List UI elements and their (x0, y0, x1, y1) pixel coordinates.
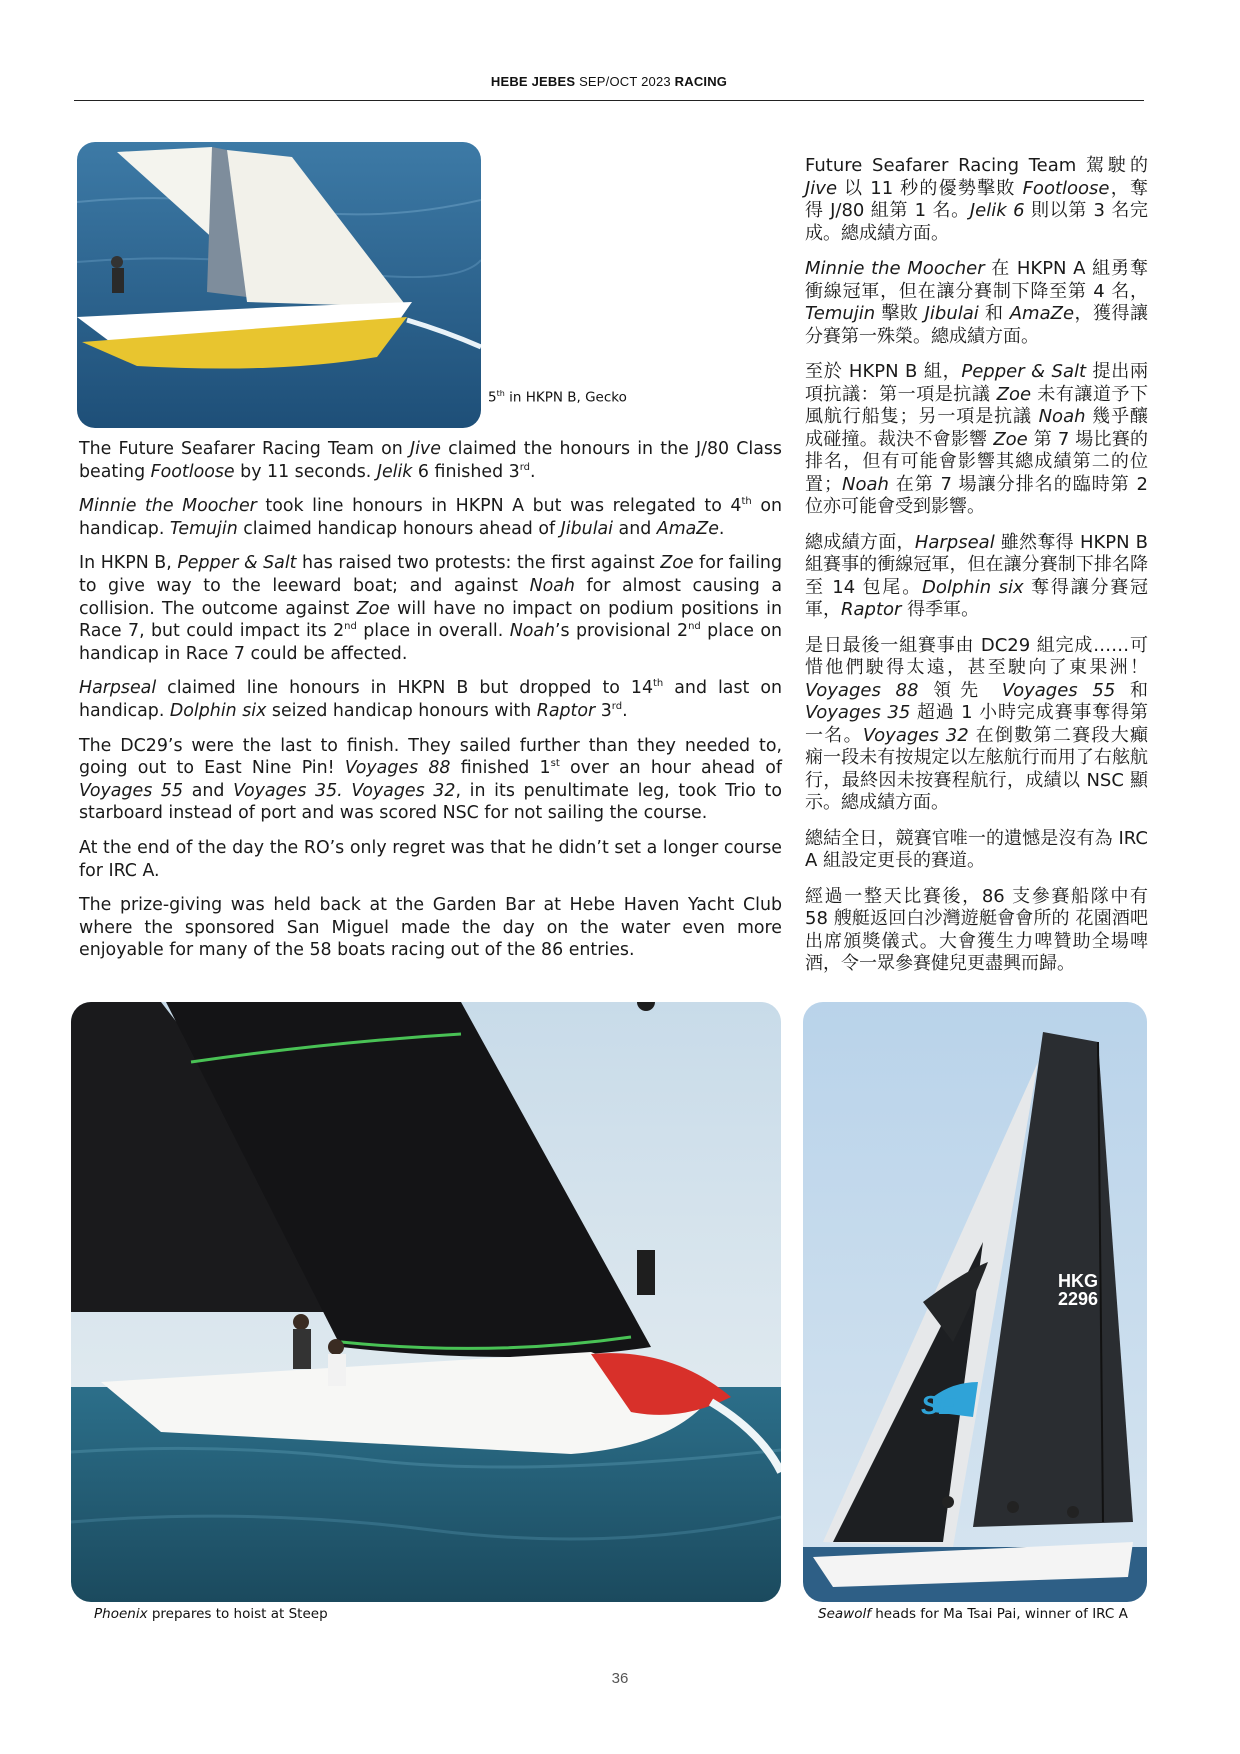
zh-paragraph-7: 經過一整天比賽後，86 支參賽船隊中有 58 艘艇返回白沙灣遊艇會會所的 花園酒吧出席頒獎儀式。大會獲生力啤贊助全場啤酒，令一眾參賽健兒更盡興而歸。 (805, 885, 1148, 974)
section-name: RACING (674, 74, 728, 89)
en-paragraph-6: At the end of the day the RO’s only regret was that he didn’t set a longer course for IRC A. (79, 837, 782, 881)
en-text: took line honours in HKPN A but was relegated to 4 (256, 496, 742, 517)
en-text: claimed the honours in the J/80 Class beating (79, 439, 782, 482)
zh-text: 超過 1 小時完成賽事奪得第一名。 (805, 702, 1148, 746)
en-ordinal: nd (344, 621, 357, 633)
en-boat-name: AmaZe (656, 518, 719, 539)
en-text: and (183, 780, 234, 801)
en-paragraph-7: The prize-giving was held back at the Garden Bar at Hebe Haven Yacht Club where the sponsored San Miguel made the day on the water even more enjoyable for many of the 58 boats racing out of the 86 entries. (79, 895, 782, 961)
caption-gecko-sup: th (496, 389, 505, 398)
zh-boat-name: Jelik 6 (969, 200, 1025, 221)
en-text: on handicap. (79, 496, 782, 539)
caption-phoenix (94, 1606, 328, 1622)
caption-seawolf (818, 1606, 1128, 1622)
zh-boat-name: Zoe (996, 383, 1032, 405)
zh-boat-name: Voyages 35 (805, 702, 911, 723)
en-text: The Future Seafarer Racing Team on (79, 439, 410, 459)
zh-text: 在第 7 場讓分排名的臨時第 2 位亦可能會受到影響。 (805, 473, 1149, 517)
seawolf-hull-text: SE (921, 1390, 956, 1420)
en-paragraph-3 (79, 552, 782, 665)
zh-text: Future Seafarer Racing Team 駕駛的 (805, 155, 1148, 176)
zh-boat-name: Noah (842, 473, 889, 495)
en-paragraph-2 (79, 495, 782, 540)
zh-boat-name: Pepper & Salt (961, 361, 1087, 382)
zh-text: 在 HKPN A 組勇奪衝線冠軍，但在讓分賽制下降至第 4 名， (805, 258, 1148, 302)
zh-boat-name: Jibulai (924, 303, 979, 324)
chinese-article (805, 155, 1148, 989)
en-boat-name: Voyages 55 (79, 780, 184, 801)
en-ordinal: rd (519, 461, 531, 473)
en-text: The DC29’s were the last to finish. They sailed further than they needed to, going out to East Nine Pin! (79, 735, 782, 779)
zh-text: 和 (978, 303, 1010, 324)
en-boat-name: Temujin (169, 518, 238, 539)
en-text: over an hour ahead of (559, 758, 783, 779)
caption-seawolf-text: heads for Ma Tsai Pai, winner of IRC A (870, 1606, 1128, 1622)
zh-text: 未有讓道予下風航行船隻；另一項是抗議 (805, 383, 1148, 427)
en-paragraph-1 (79, 438, 782, 483)
zh-text: 領先 (918, 679, 1002, 701)
en-boat-name: Harpseal (79, 678, 157, 699)
en-boat-name: Dolphin six (169, 700, 267, 721)
caption-phoenix-text: prepares to hoist at Steep (147, 1606, 328, 1622)
zh-boat-name: Voyages 88 (805, 679, 919, 701)
zh-text: 和 (1115, 679, 1148, 701)
caption-phoenix-boat: Phoenix (94, 1606, 148, 1622)
zh-boat-name: Raptor (841, 599, 902, 620)
en-text: 6 finished 3 (412, 461, 520, 482)
english-article (79, 438, 782, 974)
en-boat-name: Noah (509, 621, 556, 642)
zh-text: 則以第 3 名完成。總成績方面。 (805, 200, 1149, 244)
zh-text: 奪得讓分賽冠軍， (805, 576, 1148, 620)
en-text: . (622, 700, 628, 721)
running-header (74, 74, 1144, 89)
zh-paragraph-6: 總結全日，競賽官唯一的遺憾是沒有為 IRC A 組設定更長的賽道。 (805, 827, 1148, 871)
en-text: 3 (595, 700, 612, 721)
zh-text: ，獲得讓分賽第一殊榮。總成績方面。 (805, 303, 1148, 347)
en-text: , in its penultimate leg, took Trio to starboard instead of port and was scored NSC for not sailing the course. (79, 780, 783, 824)
en-text: ’s provisional 2 (555, 621, 689, 642)
zh-text: 總成績方面， (805, 531, 915, 553)
en-boat-name: Zoe (356, 598, 390, 619)
en-text: by 11 seconds. (234, 461, 377, 482)
photo-seawolf (803, 1002, 1147, 1602)
en-boat-name: Minnie the Moocher (79, 496, 257, 517)
en-text: In HKPN B, (79, 553, 178, 574)
zh-boat-name: Noah (1038, 406, 1086, 427)
page-number: 36 (611, 1670, 629, 1687)
zh-text: 至於 HKPN B 組， (805, 361, 962, 382)
en-text: has raised two protests: the first against (296, 553, 661, 574)
zh-text: ，奪得 J/80 組第 1 名。 (805, 177, 1148, 221)
zh-text: 擊敗 (875, 303, 925, 324)
en-text: seized handicap honours with (266, 700, 537, 721)
zh-paragraph-4 (805, 532, 1148, 622)
photo-gecko (77, 142, 481, 428)
seawolf-sail-number: HKG 2296 (1058, 1271, 1099, 1309)
en-boat-name: Voyages 35. Voyages 32 (233, 780, 456, 801)
en-ordinal: st (550, 758, 560, 770)
en-text: for almost causing a collision. The outcome against (79, 575, 782, 619)
zh-boat-name: Footloose (1022, 177, 1110, 199)
caption-gecko-post: in HKPN B, Gecko (504, 389, 627, 406)
en-ordinal: nd (688, 621, 701, 633)
header-divider (74, 100, 1144, 101)
en-boat-name: Zoe (660, 553, 694, 574)
zh-paragraph-1 (805, 155, 1148, 245)
caption-gecko (488, 389, 627, 406)
zh-text: 得季軍。 (901, 599, 980, 620)
caption-gecko-pre: 5 (488, 389, 497, 406)
en-boat-name: Footloose (150, 461, 235, 482)
en-ordinal: th (741, 496, 752, 508)
zh-boat-name: Voyages 32 (862, 724, 969, 746)
zh-paragraph-3 (805, 361, 1148, 519)
en-boat-name: Voyages 88 (344, 758, 451, 779)
zh-paragraph-2 (805, 258, 1148, 348)
zh-boat-name: Minnie the Moocher (805, 258, 985, 279)
en-text: place on handicap in Race 7 could be affected. (79, 621, 782, 664)
zh-boat-name: Jive (805, 177, 838, 199)
zh-boat-name: Temujin (805, 303, 876, 324)
en-boat-name: Jive (409, 439, 441, 459)
zh-text: 提出兩項抗議：第一項是抗議 (805, 361, 1149, 405)
en-boat-name: Raptor (536, 700, 596, 721)
en-text: finished 1 (450, 758, 551, 779)
zh-boat-name: Harpseal (914, 531, 995, 553)
en-paragraph-5 (79, 735, 782, 825)
en-text: and last on handicap. (79, 678, 782, 721)
zh-text: 幾乎釀成碰撞。裁決不會影響 (805, 406, 1148, 450)
en-boat-name: Pepper & Salt (177, 553, 297, 574)
en-text: . (718, 518, 725, 539)
zh-boat-name: Dolphin six (921, 576, 1024, 598)
zh-text: 雖然奪得 HKPN B 組賽事的衝線冠軍，但在讓分賽制下排名降至 14 包尾。 (805, 531, 1149, 598)
zh-boat-name: Zoe (993, 428, 1028, 450)
en-boat-name: Jibulai (560, 518, 614, 539)
en-ordinal: rd (611, 701, 623, 713)
zh-text: 是日最後一組賽事由 DC29 組完成……可惜他們駛得太遠，甚至駛向了東果洲！ (805, 634, 1148, 678)
issue-date: SEP/OCT 2023 (579, 74, 671, 89)
zh-paragraph-5 (805, 635, 1148, 815)
en-text: and (613, 518, 657, 539)
zh-text: 以 11 秒的優勢擊敗 (837, 177, 1023, 199)
en-text: will have no impact on podium positions in Race 7, but could impact its 2 (79, 598, 782, 642)
en-ordinal: th (653, 678, 664, 690)
en-paragraph-4 (79, 677, 782, 722)
en-boat-name: Jelik (376, 461, 413, 482)
zh-text: 在倒數第二賽段大癲痫一段未有按規定以左舷航行而用了右舷航行，最終因未按賽程航行，成績以 NSC 顯示。總成績方面。 (805, 724, 1149, 813)
en-text: claimed line honours in HKPN B but dropped to 14 (156, 678, 654, 699)
caption-seawolf-boat: Seawolf (818, 1606, 871, 1622)
photo-phoenix (71, 1002, 781, 1602)
zh-boat-name: AmaZe (1009, 303, 1075, 324)
en-text: . (530, 461, 536, 482)
en-text: for failing to give way to the leeward boat; and against (79, 553, 782, 596)
publication-name: HEBE JEBES (490, 74, 576, 89)
en-text: claimed handicap honours ahead of (237, 518, 561, 539)
zh-boat-name: Voyages 55 (1001, 679, 1116, 701)
en-boat-name: Noah (529, 575, 575, 596)
zh-text: 第 7 場比賽的排名，但有可能會影響其總成績第二的位置； (805, 428, 1148, 495)
en-text: place in overall. (356, 621, 510, 642)
